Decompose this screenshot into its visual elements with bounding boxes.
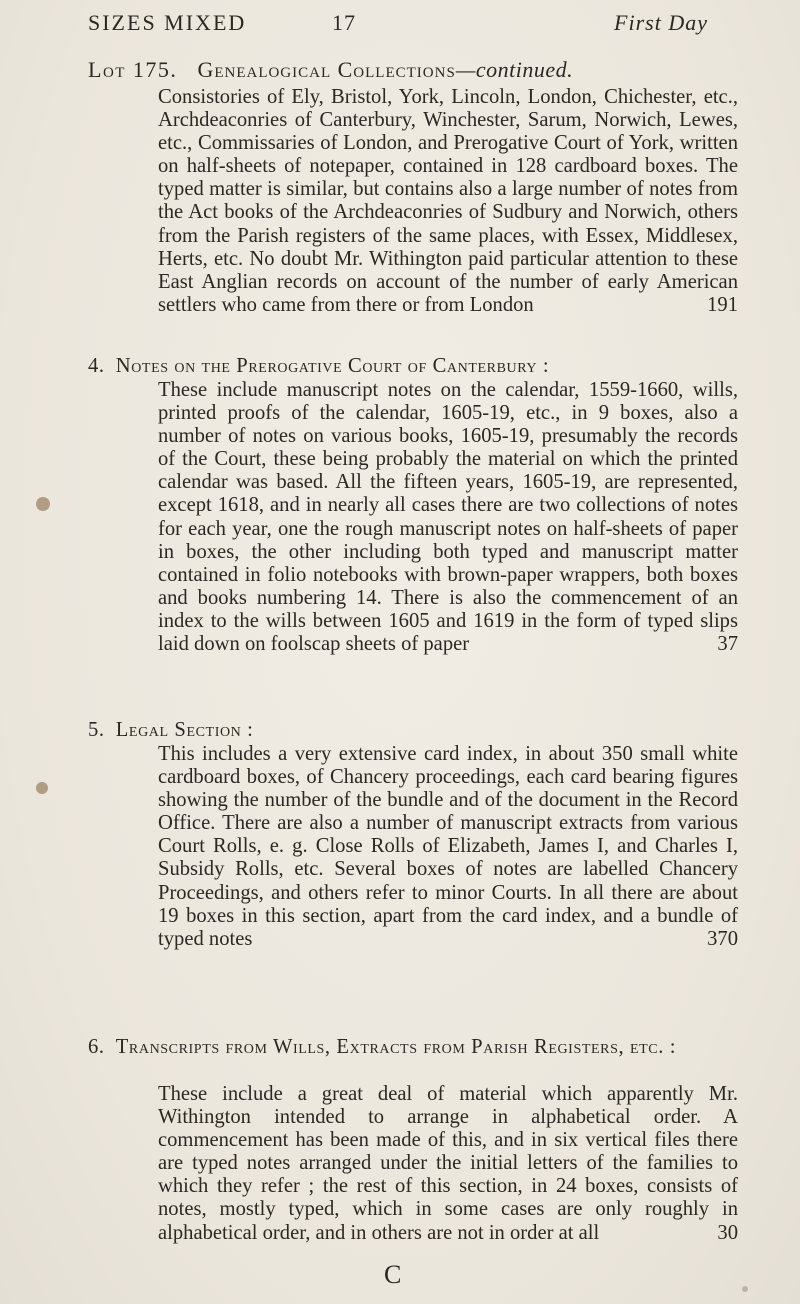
item-heading-text: Transcripts from Wills, Extracts from Parish Registers, etc. : [115, 1036, 677, 1058]
item-heading-6 [88, 1036, 738, 1059]
lot-heading: Genealogical Collections [197, 57, 456, 82]
item-count: 370 [707, 927, 738, 950]
item-number: 6. [88, 1036, 105, 1058]
item-heading-5 [88, 719, 748, 742]
item-number: 4. [88, 355, 105, 377]
intro-text: Consistories of Ely, Bristol, York, Lincoln, London, Chichester, etc., Archdeaconries of Canterbury, Winchester, Sarum, Norwich, Lewes, etc., Commissaries of London, and Prerogative Court of York, written on half-sheets of notepaper, contained in 128 cardboard boxes. The typed matter is similar, but contains also a large number of notes from the Act books of the Archdeaconries of Sudbury and Norwich, others from the Parish registers of the same places, with Essex, Middlesex, Herts, etc. No doubt Mr. Withington paid particular attention to these East Anglian records on account of the number of early American settlers who came from there or from London [158, 86, 738, 316]
signature-mark: C [384, 1260, 402, 1289]
running-head-right: First Day [614, 10, 708, 35]
item-text: These include manuscript notes on the calendar, 1559-1660, wills, printed proofs of the calendar, 1605-19, etc., in 9 boxes, also a number of notes on various books, 1605-19, presumably the records of the Court, these being probably the material on which the printed calendar was based. All the fifteen years, 1605-19, are represented, except 1618, and in nearly all cases there are two collections of notes for each year, one the rough manuscript notes on half-sheets of paper in boxes, the other including both typed and manuscript matter contained in folio notebooks with brown-paper wrappers, both boxes and books numbering 14. There is also the commencement of an index to the wills between 1605 and 1619 in the form of typed slips laid down on foolscap sheets of paper [158, 379, 738, 656]
item-number: 5. [88, 719, 105, 741]
item-paragraph-5 [158, 743, 738, 951]
paper-stain [742, 1286, 748, 1292]
item-count: 30 [717, 1221, 738, 1244]
paper-stain [36, 497, 50, 511]
item-text: These include a great deal of material which apparently Mr. Withington intended to arrange in alphabetical order. A commencement has been made of this, and in six vertical files there are typed notes arranged under the initial letters of the families to which they refer ; the rest of this section, in 24 boxes, consists of notes, mostly typed, which in some cases are only roughly in alphabetical order, and in others are not in order at all [158, 1083, 738, 1244]
page-number: 17 [332, 10, 356, 35]
running-head-left: SIZES MIXED [88, 10, 247, 35]
item-paragraph-4 [158, 379, 738, 656]
item-count: 37 [717, 633, 738, 656]
lot-label: Lot 175. [88, 57, 178, 82]
item-heading-text: Notes on the Prerogative Court of Canterbury : [115, 355, 550, 377]
lot-title [88, 57, 728, 83]
paper-stain [36, 782, 48, 794]
item-heading-4 [88, 355, 748, 378]
item-paragraph-6 [158, 1083, 738, 1245]
running-head [88, 10, 708, 40]
intro-paragraph [158, 86, 738, 317]
item-heading-text: Legal Section : [115, 719, 254, 741]
intro-count: 191 [707, 293, 738, 316]
item-text: This includes a very extensive card index, in about 350 small white cardboard boxes, of Chancery proceedings, each card bearing figures showing the number of the bundle and of the document in the Record Office. There are also a number of manuscript extracts from various Court Rolls, e. g. Close Rolls of Elizabeth, James I, and Charles I, Subsidy Rolls, etc. Several boxes of notes are labelled Chancery Proceedings, and others refer to minor Courts. In all there are about 19 boxes in this section, apart from the card index, and a bundle of typed notes [158, 743, 738, 950]
lot-heading-continued: —continued. [455, 57, 574, 82]
